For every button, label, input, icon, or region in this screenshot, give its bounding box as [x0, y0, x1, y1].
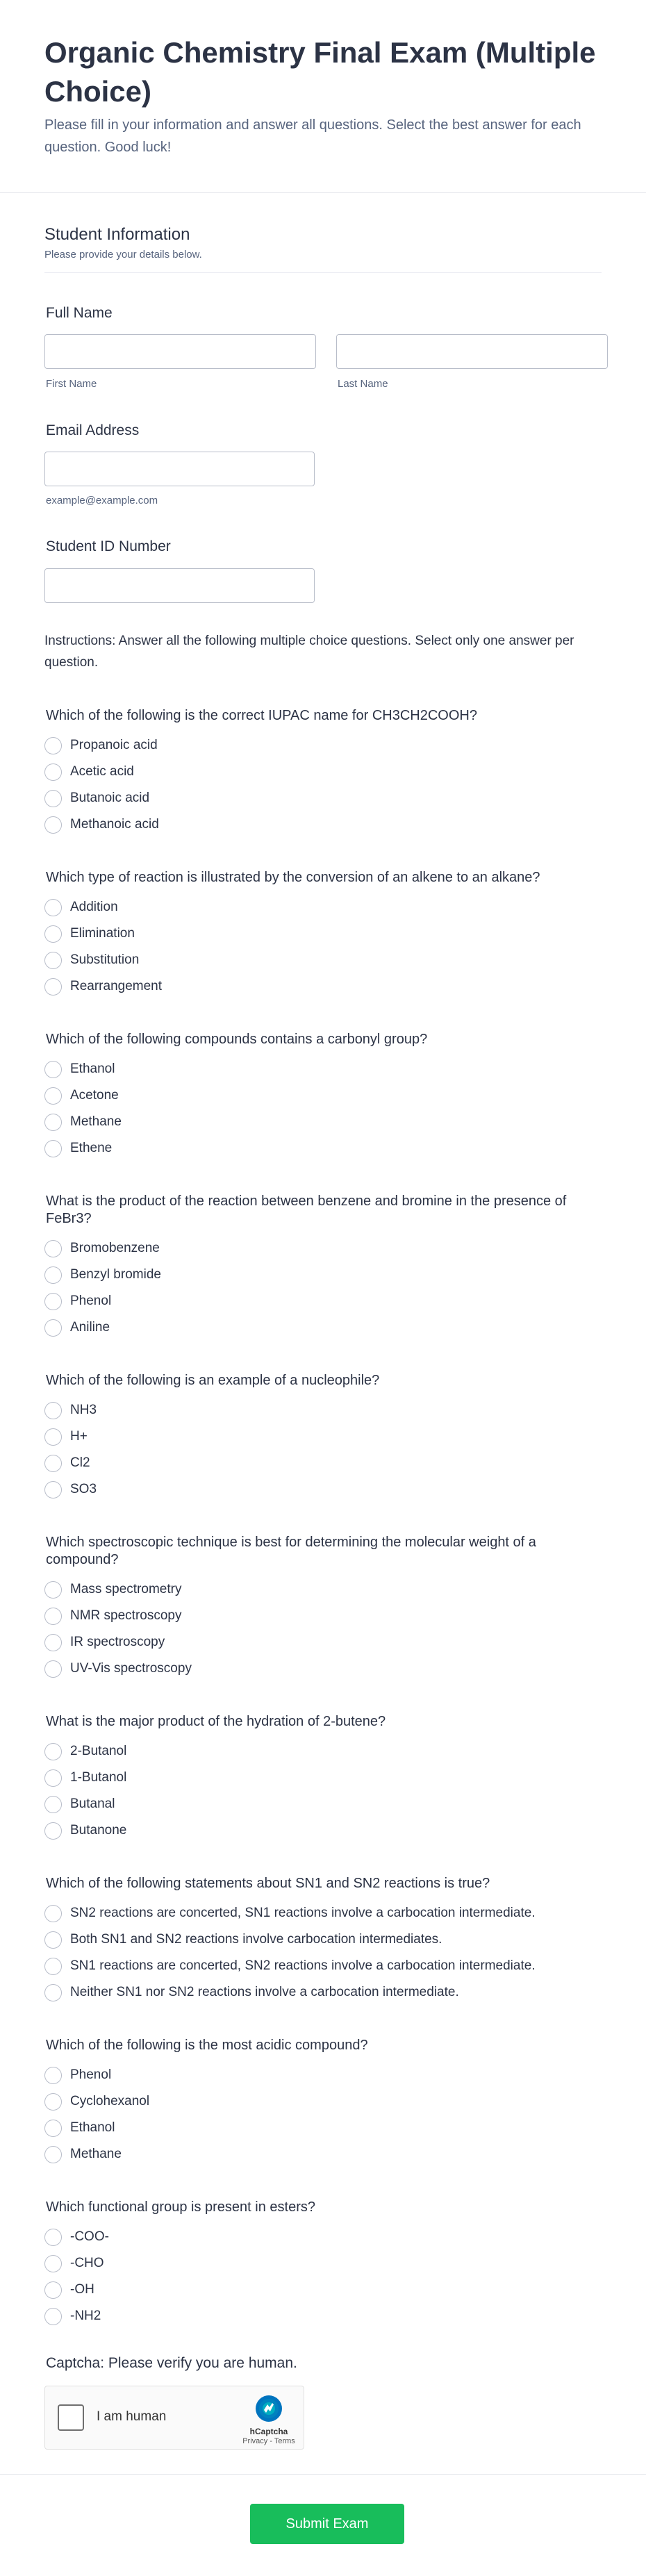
radio-button[interactable] — [44, 763, 62, 781]
option-label: Ethanol — [70, 1062, 115, 1076]
radio-button[interactable] — [44, 816, 62, 834]
question-block — [44, 1031, 607, 1162]
option-label: Addition — [70, 900, 118, 914]
option-label: Cyclohexanol — [70, 2094, 150, 2108]
question-block — [44, 1713, 607, 1844]
option-list — [44, 2062, 607, 2168]
answer-option[interactable] — [44, 1288, 607, 1314]
captcha-label: Captcha: Please verify you are human. — [46, 2355, 297, 2371]
radio-button[interactable] — [44, 1984, 62, 2001]
first-name-input[interactable] — [44, 334, 316, 369]
question-block — [44, 2199, 607, 2329]
answer-option[interactable] — [44, 1576, 607, 1603]
option-label: Acetone — [70, 1088, 119, 1103]
answer-option[interactable] — [44, 1900, 607, 1926]
answer-option[interactable] — [44, 2062, 607, 2088]
radio-button[interactable] — [44, 2308, 62, 2325]
radio-button[interactable] — [44, 1905, 62, 1922]
answer-option[interactable] — [44, 973, 607, 1000]
question-text: What is the product of the reaction between benzene and bromine in the presence of FeBr3? — [46, 1194, 567, 1226]
last-name-input[interactable] — [336, 334, 608, 369]
answer-option[interactable] — [44, 1235, 607, 1262]
option-label: 1-Butanol — [70, 1770, 127, 1785]
answer-option[interactable] — [44, 1423, 607, 1450]
radio-button[interactable] — [44, 2255, 62, 2272]
answer-option[interactable] — [44, 811, 607, 838]
option-label: Mass spectrometry — [70, 1582, 182, 1596]
option-label: Rearrangement — [70, 979, 163, 993]
option-list — [44, 1738, 607, 1844]
answer-option[interactable] — [44, 1629, 607, 1656]
answer-option[interactable] — [44, 1979, 607, 2006]
option-label: UV-Vis spectroscopy — [70, 1661, 192, 1676]
form-title: Organic Chemistry Final Exam (Multiple Choice) — [44, 36, 596, 108]
radio-button[interactable] — [44, 1743, 62, 1760]
option-label: -OH — [70, 2282, 94, 2297]
radio-button[interactable] — [44, 978, 62, 996]
option-label: Neither SN1 nor SN2 reactions involve a carbocation intermediate. — [70, 1985, 459, 1999]
option-label: Methane — [70, 1114, 122, 1129]
radio-button[interactable] — [44, 2281, 62, 2299]
option-label: Phenol — [70, 1294, 112, 1308]
answer-option[interactable] — [44, 1817, 607, 1844]
instructions-text: Instructions: Answer all the following multiple choice questions. Select only one answer per question. — [44, 634, 574, 670]
answer-option[interactable] — [44, 1082, 607, 1109]
option-label: Both SN1 and SN2 reactions involve carbocation intermediates. — [70, 1932, 442, 1947]
option-list — [44, 894, 607, 1000]
question-block — [44, 1193, 607, 1341]
option-label: SN2 reactions are concerted, SN1 reactions involve a carbocation intermediate. — [70, 1906, 536, 1920]
option-label: Cl2 — [70, 1455, 90, 1470]
option-label: NH3 — [70, 1403, 97, 1417]
radio-button[interactable] — [44, 1319, 62, 1337]
radio-button[interactable] — [44, 1608, 62, 1625]
section-title: Student Information — [44, 225, 190, 244]
option-label: Ethanol — [70, 2120, 115, 2135]
radio-button[interactable] — [44, 1061, 62, 1078]
option-label: Methane — [70, 2147, 122, 2161]
hcaptcha-logo-icon — [255, 2395, 283, 2422]
radio-button[interactable] — [44, 1769, 62, 1787]
radio-button[interactable] — [44, 790, 62, 807]
answer-option[interactable] — [44, 947, 607, 973]
email-sublabel: example@example.com — [46, 495, 158, 506]
captcha-links[interactable]: Privacy - Terms — [242, 2437, 295, 2445]
answer-option[interactable] — [44, 2115, 607, 2141]
option-label: Acetic acid — [70, 764, 134, 779]
radio-button[interactable] — [44, 2067, 62, 2084]
question-text: Which functional group is present in esters? — [46, 2199, 315, 2215]
full-name-label: Full Name — [46, 305, 113, 321]
option-label: Elimination — [70, 926, 135, 941]
question-text: Which spectroscopic technique is best for determining the molecular weight of a compound? — [46, 1535, 536, 1567]
answer-option[interactable] — [44, 1738, 607, 1765]
radio-button[interactable] — [44, 1428, 62, 1446]
radio-button[interactable] — [44, 2093, 62, 2111]
answer-option[interactable] — [44, 1791, 607, 1817]
captcha-brand: hCaptcha — [249, 2427, 288, 2436]
option-label: -COO- — [70, 2229, 109, 2244]
option-label: Substitution — [70, 952, 140, 967]
answer-option[interactable] — [44, 1953, 607, 1979]
option-label: Phenol — [70, 2067, 112, 2082]
answer-option[interactable] — [44, 920, 607, 947]
radio-button[interactable] — [44, 1634, 62, 1651]
radio-button[interactable] — [44, 952, 62, 969]
radio-button[interactable] — [44, 1931, 62, 1949]
option-list — [44, 1235, 607, 1341]
answer-option[interactable] — [44, 1603, 607, 1629]
answer-option[interactable] — [44, 1656, 607, 1682]
radio-button[interactable] — [44, 1293, 62, 1310]
radio-button[interactable] — [44, 2229, 62, 2246]
captcha-checkbox-text: I am human — [97, 2409, 167, 2424]
option-list — [44, 1397, 607, 1503]
option-label: SN1 reactions are concerted, SN2 reactions involve a carbocation intermediate. — [70, 1958, 536, 1973]
question-text: Which of the following is the most acidic compound? — [46, 2038, 368, 2053]
option-list — [44, 2224, 607, 2329]
captcha-checkbox[interactable] — [58, 2404, 84, 2431]
answer-option[interactable] — [44, 759, 607, 785]
option-label: Aniline — [70, 1320, 110, 1335]
radio-button[interactable] — [44, 1660, 62, 1678]
radio-button[interactable] — [44, 899, 62, 916]
option-label: H+ — [70, 1429, 88, 1444]
student-id-input[interactable] — [44, 568, 315, 603]
radio-button[interactable] — [44, 1140, 62, 1157]
radio-button[interactable] — [44, 1481, 62, 1498]
answer-option[interactable] — [44, 2303, 607, 2329]
option-label: -CHO — [70, 2256, 104, 2270]
answer-option[interactable] — [44, 1135, 607, 1162]
radio-button[interactable] — [44, 1087, 62, 1105]
option-label: Butanoic acid — [70, 791, 150, 805]
answer-option[interactable] — [44, 2250, 607, 2277]
option-label: Bromobenzene — [70, 1241, 160, 1255]
email-input[interactable] — [44, 452, 315, 486]
option-label: NMR spectroscopy — [70, 1608, 182, 1623]
section-subtitle: Please provide your details below. — [44, 249, 202, 261]
radio-button[interactable] — [44, 1958, 62, 1975]
email-label: Email Address — [46, 422, 140, 438]
form-header — [0, 0, 646, 193]
question-block — [44, 1534, 607, 1682]
radio-button[interactable] — [44, 2146, 62, 2163]
submit-exam-button[interactable]: Submit Exam — [250, 2504, 404, 2544]
question-block — [44, 1875, 607, 2006]
answer-option[interactable] — [44, 2088, 607, 2115]
question-block — [44, 2037, 607, 2168]
question-text: Which of the following compounds contains a carbonyl group? — [46, 1032, 428, 1047]
option-label: 2-Butanol — [70, 1744, 127, 1758]
option-label: SO3 — [70, 1482, 97, 1496]
question-text: Which of the following is an example of a nucleophile? — [46, 1373, 380, 1388]
form-subtitle: Please fill in your information and answer all questions. Select the best answer for each question. Good luck! — [44, 117, 581, 155]
radio-button[interactable] — [44, 737, 62, 754]
option-label: Benzyl bromide — [70, 1267, 161, 1282]
option-label: Propanoic acid — [70, 738, 158, 752]
radio-button[interactable] — [44, 1796, 62, 1813]
answer-option[interactable] — [44, 1397, 607, 1423]
option-label: Ethene — [70, 1141, 113, 1155]
answer-option[interactable] — [44, 2224, 607, 2250]
radio-button[interactable] — [44, 2120, 62, 2137]
answer-option[interactable] — [44, 894, 607, 920]
answer-option[interactable] — [44, 785, 607, 811]
last-name-sublabel: Last Name — [338, 378, 388, 390]
radio-button[interactable] — [44, 1240, 62, 1257]
answer-option[interactable] — [44, 732, 607, 759]
radio-button[interactable] — [44, 1581, 62, 1599]
radio-button[interactable] — [44, 1114, 62, 1131]
question-block — [44, 869, 607, 1000]
question-block — [44, 1372, 607, 1503]
answer-option[interactable] — [44, 1476, 607, 1503]
question-text: Which of the following is the correct IUPAC name for CH3CH2COOH? — [46, 708, 477, 723]
option-label: -NH2 — [70, 2309, 101, 2323]
option-label: Butanone — [70, 1823, 127, 1838]
option-label: IR spectroscopy — [70, 1635, 165, 1649]
answer-option[interactable] — [44, 1450, 607, 1476]
radio-button[interactable] — [44, 925, 62, 943]
footer-divider — [0, 2474, 646, 2475]
answer-option[interactable] — [44, 2141, 607, 2168]
question-text: Which of the following statements about SN1 and SN2 reactions is true? — [46, 1876, 490, 1891]
option-list — [44, 1056, 607, 1162]
radio-button[interactable] — [44, 1402, 62, 1419]
option-list — [44, 1576, 607, 1682]
radio-button[interactable] — [44, 1266, 62, 1284]
answer-option[interactable] — [44, 1926, 607, 1953]
option-label: Methanoic acid — [70, 817, 159, 832]
answer-option[interactable] — [44, 1109, 607, 1135]
question-text: Which type of reaction is illustrated by the conversion of an alkene to an alkane? — [46, 870, 540, 885]
answer-option[interactable] — [44, 1765, 607, 1791]
first-name-sublabel: First Name — [46, 378, 97, 390]
option-list — [44, 732, 607, 838]
answer-option[interactable] — [44, 1262, 607, 1288]
student-id-label: Student ID Number — [46, 538, 171, 554]
option-label: Butanal — [70, 1797, 115, 1811]
answer-option[interactable] — [44, 1056, 607, 1082]
question-text: What is the major product of the hydration of 2-butene? — [46, 1714, 386, 1729]
answer-option[interactable] — [44, 2277, 607, 2303]
section-divider — [44, 272, 602, 273]
radio-button[interactable] — [44, 1455, 62, 1472]
answer-option[interactable] — [44, 1314, 607, 1341]
option-list — [44, 1900, 607, 2006]
captcha-widget — [44, 2386, 304, 2450]
radio-button[interactable] — [44, 1822, 62, 1840]
question-block — [44, 707, 607, 838]
